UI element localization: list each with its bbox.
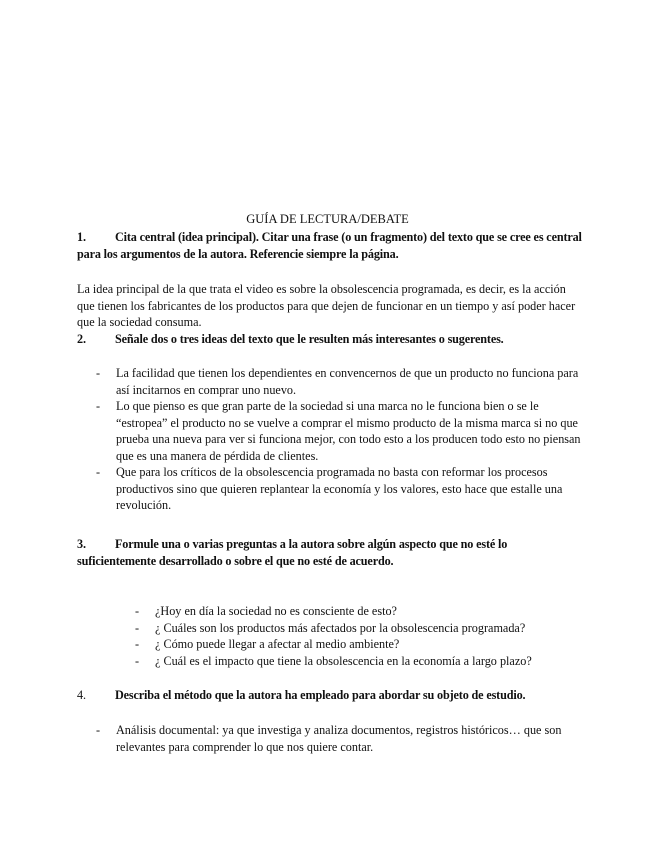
list-item: - La facilidad que tienen los dependientes en convencernos de que un producto no funciona para así incitarnos en comprar uno nuevo.	[96, 365, 586, 398]
answer-3-list	[135, 603, 595, 669]
question-1	[77, 229, 582, 262]
document-title: GUÍA DE LECTURA/DEBATE	[246, 212, 409, 226]
question-number: 3.	[77, 537, 86, 551]
question-text: Formule una o varias preguntas a la autora sobre algún aspecto que no esté lo suficientemente desarrollado o sobre el que no esté de acuerdo.	[77, 537, 508, 568]
list-item: - ¿ Cuáles son los productos más afectados por la obsolescencia programada?	[135, 620, 595, 637]
list-item: - ¿Hoy en día la sociedad no es consciente de esto?	[135, 603, 595, 620]
question-text: Señale dos o tres ideas del texto que le resulten más interesantes o sugerentes.	[115, 332, 504, 346]
question-2	[77, 331, 582, 348]
list-item: - Análisis documental: ya que investiga y analiza documentos, registros históricos… que son relevantes para comprender lo que nos quiere contar.	[96, 722, 576, 755]
question-number: 2.	[77, 332, 86, 346]
list-item: - Que para los críticos de la obsolescencia programada no basta con reformar los procesos productivos sino que quieren replantear la economía y los valores, esto hace que estalle una revolución.	[96, 464, 586, 514]
question-4	[77, 687, 582, 704]
list-item: - Lo que pienso es que gran parte de la sociedad si una marca no le funciona bien o se le “estropea” el producto no se vuelve a comprar el mismo producto de la misma marca si no que prueba una nueva para ver si funciona mejor, con todo esto a los producen todo esto no piensan que es una manera de pérdida de clientes.	[96, 398, 586, 464]
answer-1: La idea principal de la que trata el video es sobre la obsolescencia programada, es decir, es la acción que tienen los fabricantes de los productos para que dejen de funcionar en un tiempo y así poder hacer que la sociedad consuma.	[77, 282, 576, 329]
answer-4-list	[96, 722, 576, 755]
question-3	[77, 536, 582, 569]
question-text: Describa el método que la autora ha empleado para abordar su objeto de estudio.	[115, 688, 526, 702]
question-number: 4.	[77, 688, 86, 702]
question-text: Cita central (idea principal). Citar una frase (o un fragmento) del texto que se cree es central para los argumentos de la autora. Referencie siempre la página.	[77, 230, 582, 261]
question-number: 1.	[77, 230, 86, 244]
list-item: - ¿ Cómo puede llegar a afectar al medio ambiente?	[135, 636, 595, 653]
list-item: - ¿ Cuál es el impacto que tiene la obsolescencia en la economía a largo plazo?	[135, 653, 595, 670]
answer-2-list	[96, 365, 586, 514]
